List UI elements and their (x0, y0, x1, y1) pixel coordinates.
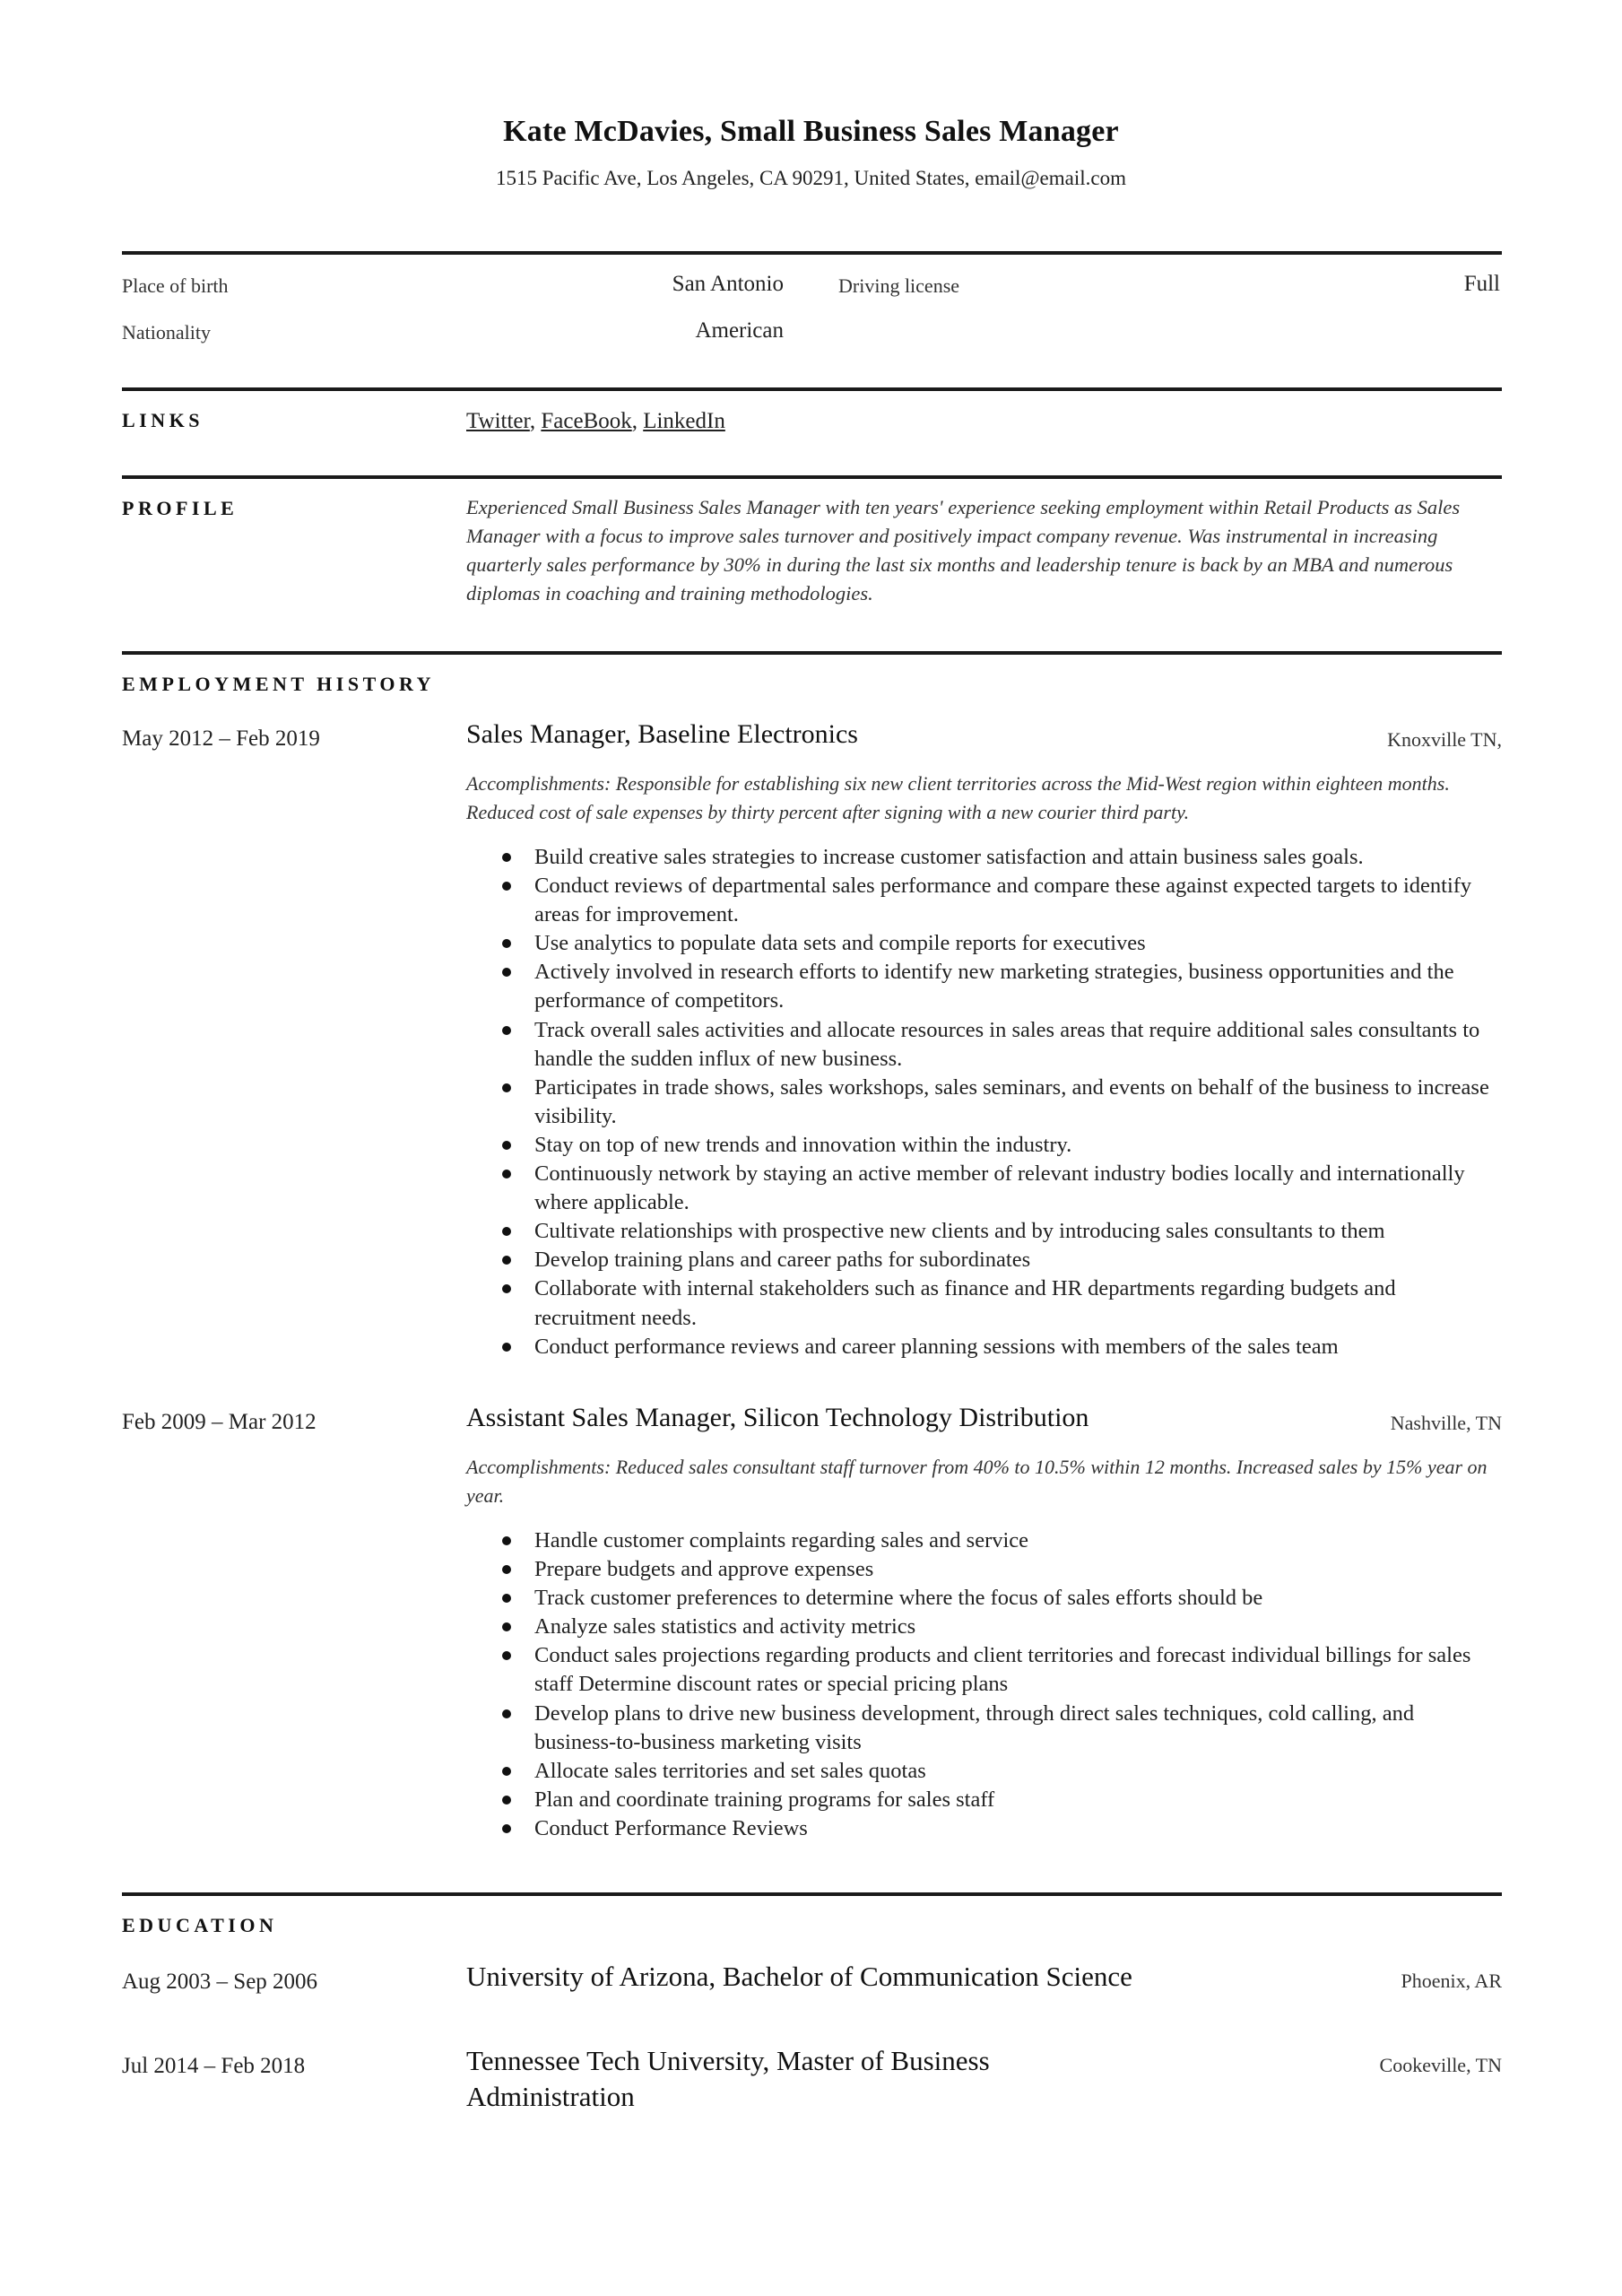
resume-header (0, 115, 1622, 190)
job-dates: May 2012 – Feb 2019 (122, 726, 320, 751)
job-accomplishments: Accomplishments: Responsible for establishing six new client territories across the Mid-West region within eighteen months. Reduced cost of sale expenses by thirty percent after signing with a new courier third party. (466, 772, 1450, 823)
job-location: Knoxville TN, (1387, 728, 1502, 751)
education-title: Tennessee Tech University, Master of Business Administration (466, 2045, 990, 2112)
list-item: Plan and coordinate training programs for sales staff (466, 1786, 1497, 1814)
section-divider (122, 251, 1502, 255)
list-item: Analyze sales statistics and activity metrics (466, 1613, 1497, 1641)
list-item: Allocate sales territories and set sales quotas (466, 1757, 1497, 1786)
links-section-title: LINKS (122, 409, 204, 431)
links-list (466, 409, 725, 434)
section-divider (122, 651, 1502, 655)
contact-line: 1515 Pacific Ave, Los Angeles, CA 90291, United States, email@email.com (496, 167, 1126, 189)
list-item: Develop plans to drive new business development, through direct sales techniques, cold calling, and business-to-business marketing visits (466, 1700, 1497, 1757)
job-title: Assistant Sales Manager, Silicon Technology Distribution (466, 1403, 1089, 1432)
list-item: Build creative sales strategies to increase customer satisfaction and attain business sales goals. (466, 843, 1497, 872)
section-divider (122, 475, 1502, 479)
list-item: Conduct performance reviews and career planning sessions with members of the sales team (466, 1333, 1497, 1361)
driving-license-label: Driving license (838, 274, 960, 297)
education-dates: Jul 2014 – Feb 2018 (122, 2054, 306, 2078)
facebook-link[interactable]: FaceBook (541, 409, 632, 433)
section-divider (122, 1892, 1502, 1896)
job-bullet-list (466, 843, 1497, 1361)
job-accomplishments: Accomplishments: Reduced sales consultant staff turnover from 40% to 10.5% within 12 months. Increased sales by 15% year on year. (466, 1456, 1488, 1507)
list-item: Conduct sales projections regarding products and client territories and forecast individual billings for sales staff Determine discount rates or special pricing plans (466, 1641, 1497, 1699)
education-location: Cookeville, TN (1379, 2054, 1502, 2076)
nationality-label: Nationality (122, 321, 211, 344)
place-of-birth-label: Place of birth (122, 274, 229, 297)
candidate-name: Kate McDavies, Small Business Sales Manager (503, 115, 1119, 148)
list-item: Actively involved in research efforts to identify new marketing strategies, business opportunities and the performance of competitors. (466, 958, 1497, 1015)
list-item: Conduct Performance Reviews (466, 1814, 1497, 1843)
list-item: Track overall sales activities and allocate resources in sales areas that require additional sales consultants to handle the sudden influx of new business. (466, 1016, 1497, 1074)
employment-section-title: EMPLOYMENT HISTORY (122, 673, 435, 695)
driving-license-value: Full (1463, 272, 1500, 296)
list-item: Prepare budgets and approve expenses (466, 1555, 1497, 1584)
job-location: Nashville, TN (1390, 1412, 1502, 1434)
list-item: Stay on top of new trends and innovation within the industry. (466, 1131, 1497, 1160)
profile-section-title: PROFILE (122, 497, 239, 519)
link-separator: , (529, 409, 542, 433)
education-section-title: EDUCATION (122, 1914, 278, 1936)
list-item: Participates in trade shows, sales workshops, sales seminars, and events on behalf of the business to increase visibility. (466, 1074, 1497, 1131)
job-title: Sales Manager, Baseline Electronics (466, 719, 858, 749)
education-location: Phoenix, AR (1401, 1970, 1502, 1992)
list-item: Use analytics to populate data sets and compile reports for executives (466, 929, 1497, 958)
list-item: Collaborate with internal stakeholders such as finance and HR departments regarding budgets and recruitment needs. (466, 1274, 1497, 1332)
list-item: Conduct reviews of departmental sales performance and compare these against expected targets to identify areas for improvement. (466, 872, 1497, 929)
twitter-link[interactable]: Twitter (466, 409, 530, 433)
linkedin-link[interactable]: LinkedIn (643, 409, 725, 433)
education-title: University of Arizona, Bachelor of Communication Science (466, 1961, 1132, 1992)
list-item: Develop training plans and career paths for subordinates (466, 1246, 1497, 1274)
nationality-value: American (695, 318, 784, 343)
profile-summary: Experienced Small Business Sales Manager with ten years' experience seeking employment within Retail Products as Sales Manager with a focus to improve sales turnover and positively impact company revenue. Was instrumental in increasing quarterly sales performance by 30% in during the last six months and leadership tenure is back by an MBA and numerous diplomas in coaching and training methodologies. (466, 496, 1461, 604)
job-bullet-list (466, 1526, 1497, 1843)
education-dates: Aug 2003 – Sep 2006 (122, 1970, 318, 1994)
list-item: Continuously network by staying an active member of relevant industry bodies locally and internationally where applicable. (466, 1160, 1497, 1217)
job-dates: Feb 2009 – Mar 2012 (122, 1410, 317, 1434)
list-item: Cultivate relationships with prospective new clients and by introducing sales consultants to them (466, 1217, 1497, 1246)
section-divider (122, 387, 1502, 391)
place-of-birth-value: San Antonio (672, 272, 784, 296)
list-item: Track customer preferences to determine where the focus of sales efforts should be (466, 1584, 1497, 1613)
link-separator: , (631, 409, 644, 433)
list-item: Handle customer complaints regarding sales and service (466, 1526, 1497, 1555)
